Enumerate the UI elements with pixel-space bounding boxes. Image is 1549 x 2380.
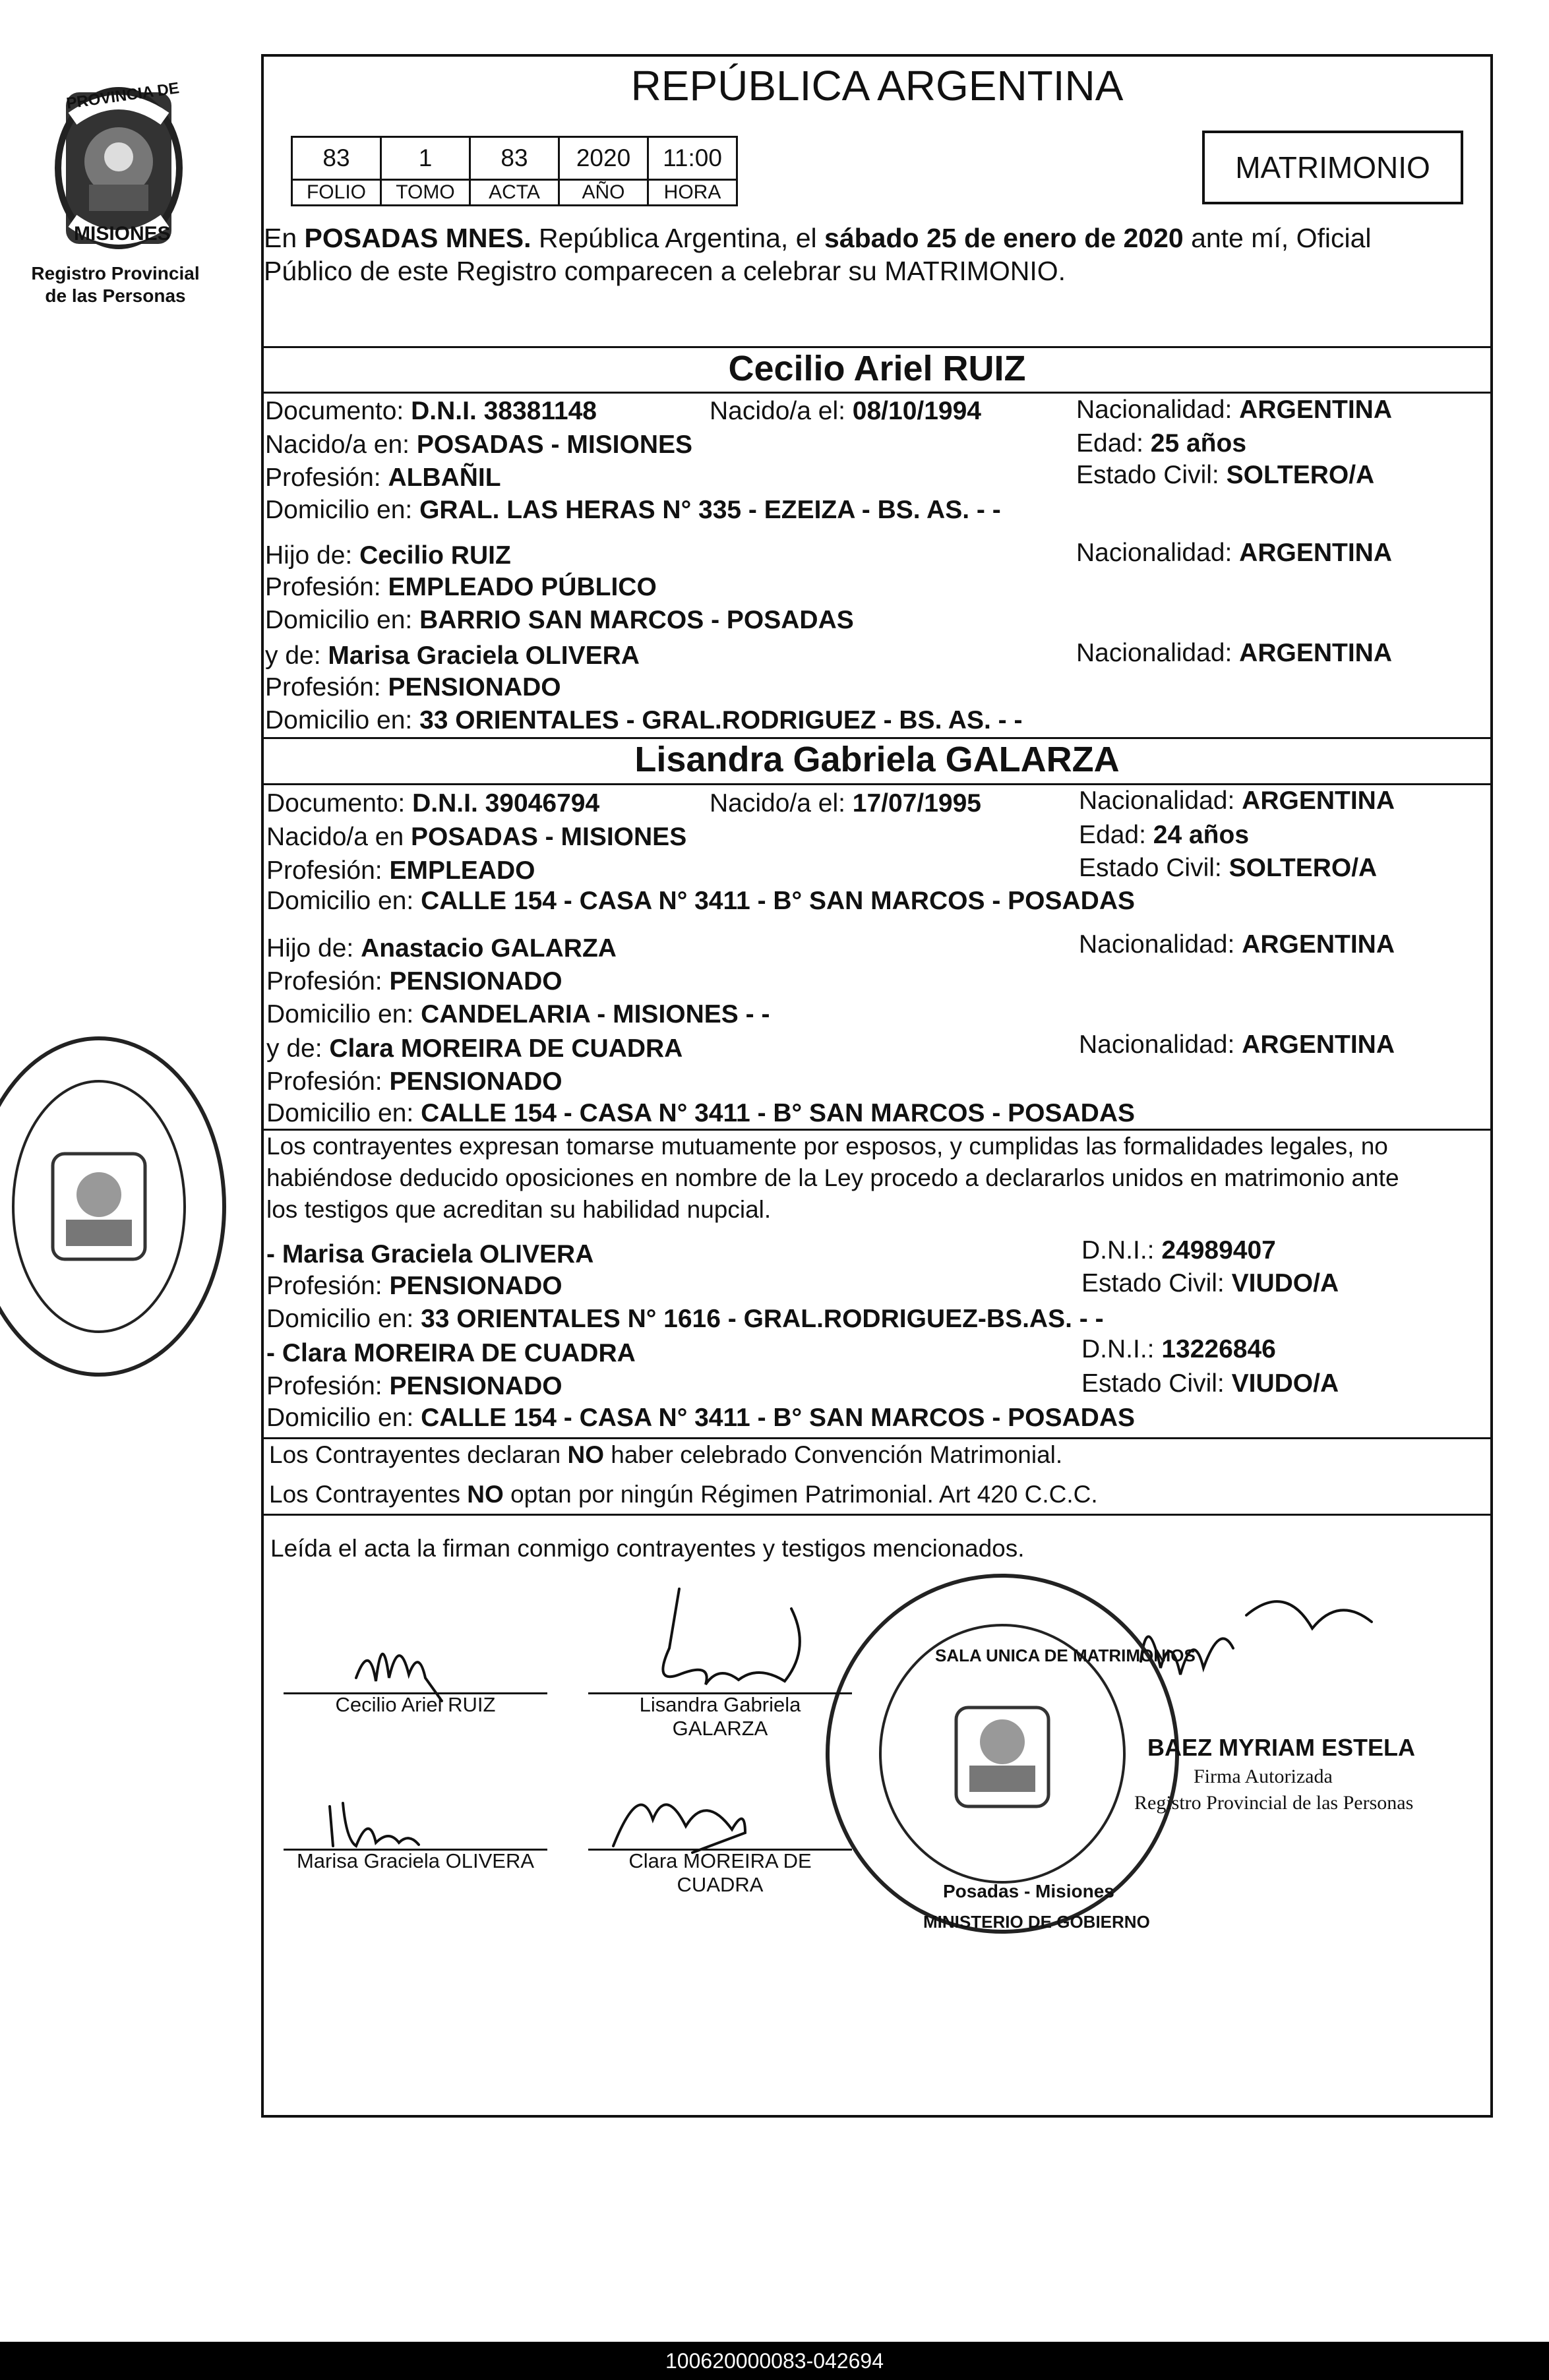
- hour-value: 11:00: [648, 137, 737, 180]
- tomo-value: 1: [381, 137, 470, 180]
- country-title: REPÚBLICA ARGENTINA: [630, 62, 1124, 109]
- intro-text-1: En: [264, 223, 305, 253]
- witness1-civil-status: Estado Civil: VIUDO/A: [1081, 1269, 1339, 1297]
- seal-place-text: Posadas - Misiones: [943, 1881, 1114, 1901]
- divider: [261, 783, 1493, 785]
- convention-line-2: Los Contrayentes NO optan por ningún Régimen Patrimonial. Art 420 C.C.C.: [269, 1481, 1098, 1508]
- witness2-name: - Clara MOREIRA DE CUADRA: [266, 1339, 636, 1367]
- declaration-line-2: habiéndose deducido oposiciones en nombre de la Ley procedo a declararlos unidos en matrimonio ante: [266, 1164, 1399, 1191]
- year-label: AÑO: [559, 180, 648, 206]
- spouse1-father-nationality: Nacionalidad: ARGENTINA: [1076, 539, 1393, 567]
- spouse2-father: Hijo de: Anastacio GALARZA: [266, 934, 617, 963]
- signature-label-witness2-line2: CUADRA: [677, 1873, 764, 1896]
- divider: [261, 392, 1493, 394]
- signature-label-spouse2-line1: Lisandra Gabriela: [639, 1693, 801, 1716]
- witness2-dni: D.N.I.: 13226846: [1081, 1335, 1276, 1363]
- spouse2-mother: y de: Clara MOREIRA DE CUADRA: [266, 1034, 683, 1063]
- spouse1-age: Edad: 25 años: [1076, 429, 1247, 458]
- official-name: BAEZ MYRIAM ESTELA: [1147, 1734, 1416, 1761]
- spouse1-mother: y de: Marisa Graciela OLIVERA: [265, 641, 640, 670]
- acta-value: 83: [470, 137, 559, 180]
- signature-scribble-3: [330, 1803, 419, 1846]
- spouse2-birthdate: Nacido/a el: 17/07/1995: [710, 789, 981, 818]
- spouse1-mother-address: Domicilio en: 33 ORIENTALES - GRAL.RODRIGUEZ - BS. AS. - -: [265, 706, 1023, 734]
- tomo-label: TOMO: [381, 180, 470, 206]
- spouse1-birthdate: Nacido/a el: 08/10/1994: [710, 397, 981, 425]
- spouse1-father-profession: Profesión: EMPLEADO PÚBLICO: [265, 573, 657, 601]
- seal-bottom-text: MINISTERIO DE GOBIERNO: [923, 1912, 1150, 1932]
- logo-caption-1: Registro Provincial: [31, 263, 200, 283]
- spouse2-document: Documento: D.N.I. 39046794: [266, 789, 600, 818]
- spouse2-profession: Profesión: EMPLEADO: [266, 856, 535, 885]
- witness2-civil-status: Estado Civil: VIUDO/A: [1081, 1369, 1339, 1398]
- spouse1-birthplace: Nacido/a en: POSADAS - MISIONES: [265, 431, 693, 459]
- spouse1-mother-nationality: Nacionalidad: ARGENTINA: [1076, 639, 1393, 667]
- spouse2-mother-nationality: Nacionalidad: ARGENTINA: [1079, 1030, 1395, 1059]
- intro-line-1: [264, 223, 1372, 253]
- spouse2-name: Lisandra Gabriela GALARZA: [634, 740, 1120, 779]
- official-office: Registro Provincial de las Personas: [1134, 1792, 1414, 1814]
- spouse1-mother-profession: Profesión: PENSIONADO: [265, 673, 561, 701]
- spouse2-mother-profession: Profesión: PENSIONADO: [266, 1067, 562, 1096]
- marriage-seal-icon: [0, 1022, 237, 1391]
- spouse2-address: Domicilio en: CALLE 154 - CASA N° 3411 - B° SAN MARCOS - POSADAS: [266, 887, 1136, 915]
- intro-date: sábado 25 de enero de 2020: [824, 223, 1184, 253]
- closing-text: Leída el acta la firman conmigo contrayentes y testigos mencionados.: [270, 1535, 1025, 1562]
- spouse2-age: Edad: 24 años: [1079, 821, 1250, 849]
- spouse1-father: Hijo de: Cecilio RUIZ: [265, 541, 511, 570]
- spouse1-nationality: Nacionalidad: ARGENTINA: [1076, 396, 1393, 424]
- spouse1-document: Documento: D.N.I. 38381148: [265, 397, 597, 425]
- convention-line-1: Los Contrayentes declaran NO haber celebrado Convención Matrimonial.: [269, 1441, 1063, 1468]
- spouse2-father-nationality: Nacionalidad: ARGENTINA: [1079, 930, 1395, 959]
- signature-label-spouse2-line2: GALARZA: [672, 1717, 768, 1740]
- acta-label: ACTA: [470, 180, 559, 206]
- intro-text-3: ante mí, Oficial: [1183, 223, 1372, 253]
- intro-text-2: República Argentina, el: [531, 223, 825, 253]
- logo-caption-2: de las Personas: [45, 285, 186, 306]
- year-value: 2020: [559, 137, 648, 180]
- intro-place: POSADAS MNES.: [304, 223, 532, 253]
- signature-label-spouse1: Cecilio Ariel RUIZ: [335, 1693, 496, 1716]
- declaration-line-1: Los contrayentes expresan tomarse mutuamente por esposos, y cumplidas las formalidades legales, no: [266, 1133, 1388, 1160]
- witness2-address: Domicilio en: CALLE 154 - CASA N° 3411 - B° SAN MARCOS - POSADAS: [266, 1404, 1136, 1432]
- divider: [261, 1129, 1493, 1131]
- act-type-label: MATRIMONIO: [1235, 150, 1430, 185]
- folio-value: 83: [292, 137, 381, 180]
- witness1-dni: D.N.I.: 24989407: [1081, 1236, 1276, 1264]
- signature-label-witness2-line1: Clara MOREIRA DE: [628, 1849, 812, 1872]
- folio-label: FOLIO: [292, 180, 381, 206]
- spouse2-nationality: Nacionalidad: ARGENTINA: [1079, 787, 1395, 815]
- document-code: 100620000083-042694: [0, 2342, 1549, 2380]
- divider: [261, 1514, 1493, 1516]
- signature-scribble-2: [663, 1589, 799, 1684]
- spouse1-profession: Profesión: ALBAÑIL: [265, 463, 501, 492]
- signature-scribble-4: [613, 1804, 745, 1853]
- spouse1-father-address: Domicilio en: BARRIO SAN MARCOS - POSADAS: [265, 606, 854, 634]
- hour-label: HORA: [648, 180, 737, 206]
- spouse1-address: Domicilio en: GRAL. LAS HERAS N° 335 - EZEIZA - BS. AS. - -: [265, 496, 1001, 524]
- spouse1-civil-status: Estado Civil: SOLTERO/A: [1076, 461, 1375, 489]
- spouse2-father-profession: Profesión: PENSIONADO: [266, 967, 562, 996]
- declaration-line-3: los testigos que acreditan su habilidad nupcial.: [266, 1196, 772, 1223]
- witness1-profession: Profesión: PENSIONADO: [266, 1272, 562, 1300]
- divider: [261, 1437, 1493, 1439]
- signature-label-witness1: Marisa Graciela OLIVERA: [296, 1849, 535, 1872]
- witness2-profession: Profesión: PENSIONADO: [266, 1372, 562, 1400]
- official-role: Firma Autorizada: [1194, 1766, 1333, 1787]
- logo-seal-bottom-text: MISIONES: [74, 223, 171, 245]
- registry-table: [291, 136, 738, 206]
- spouse2-father-address: Domicilio en: CANDELARIA - MISIONES - -: [266, 1000, 770, 1028]
- spouse2-mother-address: Domicilio en: CALLE 154 - CASA N° 3411 - B° SAN MARCOS - POSADAS: [266, 1099, 1136, 1127]
- witness1-address: Domicilio en: 33 ORIENTALES N° 1616 - GRAL.RODRIGUEZ-BS.AS. - -: [266, 1305, 1104, 1333]
- logo-seal-top-text: PROVINCIA DE: [65, 79, 181, 113]
- witness1-name: - Marisa Graciela OLIVERA: [266, 1240, 594, 1268]
- intro-line-2: Público de este Registro comparecen a celebrar su MATRIMONIO.: [264, 256, 1066, 286]
- seal-inner-text: SALA UNICA DE MATRIMONIOS: [935, 1646, 1196, 1665]
- spouse2-birthplace: Nacido/a en POSADAS - MISIONES: [266, 823, 687, 851]
- act-type-box: [1202, 131, 1463, 204]
- spouse1-name: Cecilio Ariel RUIZ: [728, 349, 1026, 388]
- spouse2-civil-status: Estado Civil: SOLTERO/A: [1079, 854, 1378, 882]
